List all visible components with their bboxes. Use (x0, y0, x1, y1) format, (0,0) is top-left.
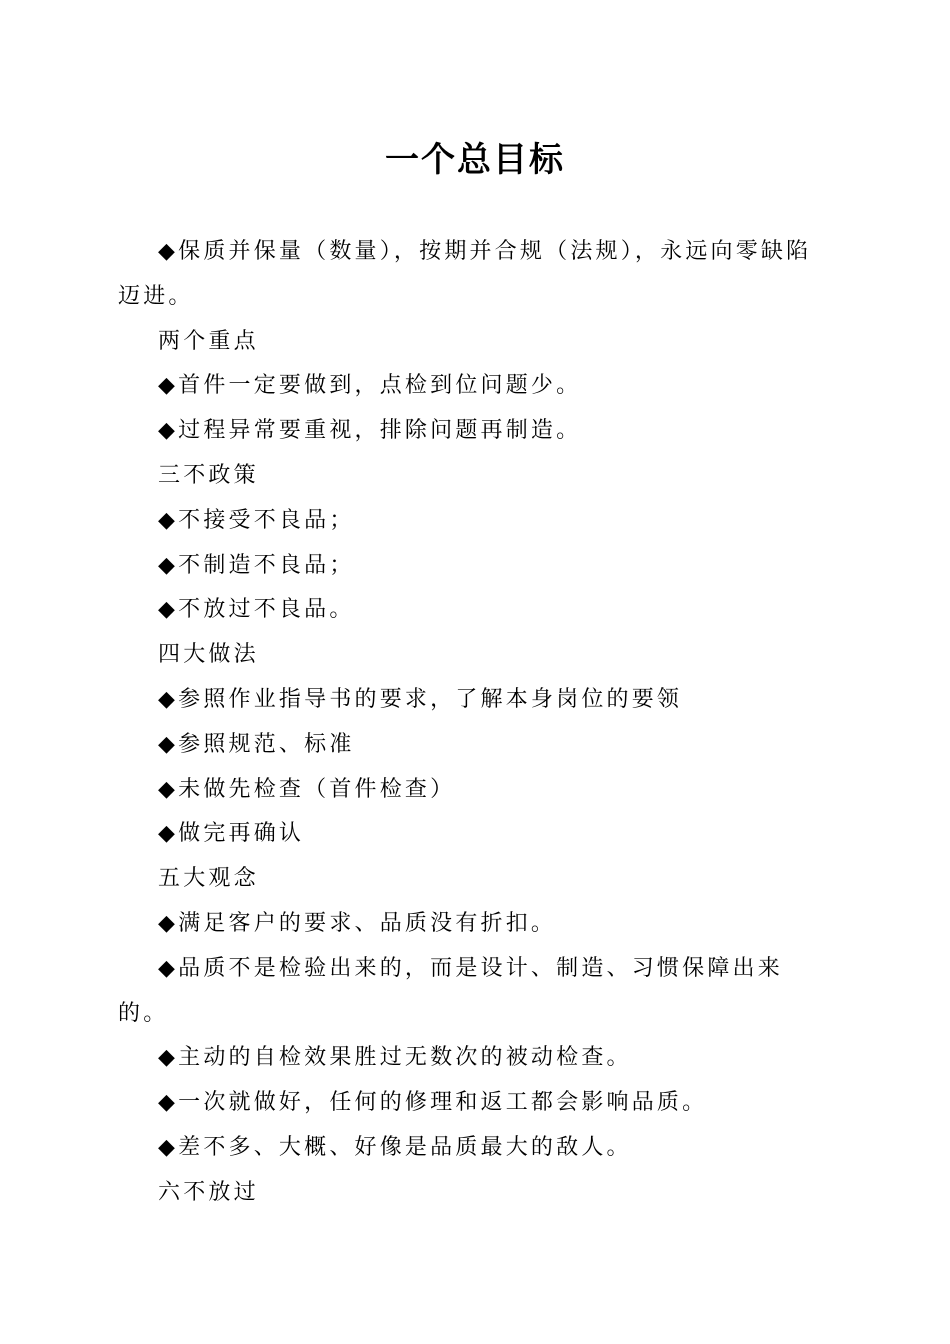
focus-item: ◆过程异常要重视，排除问题再制造。 (158, 418, 582, 444)
section-heading-four-practices: 四大做法 (158, 642, 259, 668)
concept-item: ◆品质不是检验出来的，而是设计、制造、习惯保障出来的。 (118, 955, 783, 1026)
section-heading-six-no-pass: 六不放过 (158, 1179, 259, 1205)
concept-item: ◆主动的自检效果胜过无数次的被动检查。 (158, 1045, 632, 1071)
policy-item: ◆不放过不良品。 (158, 597, 355, 623)
document-body (118, 230, 830, 1216)
concept-item: ◆一次就做好，任何的修理和返工都会影响品质。 (158, 1090, 708, 1116)
section-heading-three-no-policy: 三不政策 (158, 462, 259, 488)
section-heading-five-concepts: 五大观念 (158, 866, 259, 892)
section-heading-two-focus: 两个重点 (158, 328, 259, 354)
concept-item: ◆差不多、大概、好像是品质最大的敌人。 (158, 1134, 632, 1160)
focus-item: ◆首件一定要做到，点检到位问题少。 (158, 373, 582, 399)
practice-item: ◆参照作业指导书的要求，了解本身岗位的要领 (158, 686, 683, 712)
document-title: 一个总目标 (385, 140, 565, 180)
policy-item: ◆不接受不良品； (158, 507, 355, 533)
goal-paragraph: ◆保质并保量（数量），按期并合规（法规），永远向零缺陷迈进。 (118, 239, 812, 309)
practice-item: ◆未做先检查（首件检查） (158, 776, 456, 802)
policy-item: ◆不制造不良品； (158, 552, 355, 578)
practice-item: ◆做完再确认 (158, 821, 305, 847)
practice-item: ◆参照规范、标准 (158, 731, 355, 757)
concept-item: ◆满足客户的要求、品质没有折扣。 (158, 910, 557, 936)
